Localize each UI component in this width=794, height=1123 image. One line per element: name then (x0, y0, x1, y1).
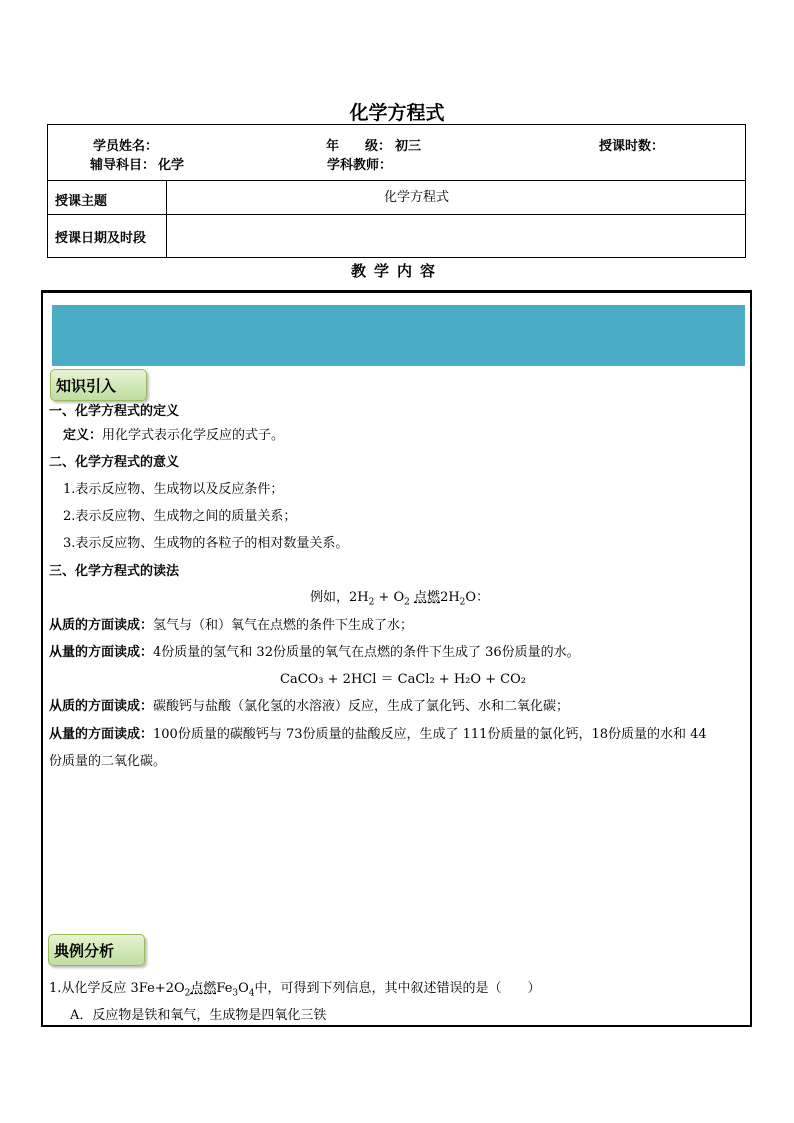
quantitative-reading-2 (49, 723, 707, 742)
quantitative-reading-2-cont: 份质量的二氧化碳。 (49, 754, 167, 769)
reading-text: 碳酸钙与盐酸（氯化氢的水溶液）反应，生成了氯化钙、水和二氧化碳； (153, 699, 570, 714)
question-condition: 点燃 (190, 981, 217, 996)
eq-product: 2H (440, 590, 460, 605)
reading-text: 氢气与（和）氧气在点燃的条件下生成了水； (153, 618, 414, 633)
topic-value: 化学方程式 (384, 190, 450, 205)
definition-text: 用化学式表示化学反应的式子。 (102, 428, 285, 443)
meaning-2: 2.表示反应物、生成物之间的质量关系； (63, 509, 297, 524)
column-divider (166, 181, 167, 258)
qualitative-reading-1 (49, 614, 413, 633)
reading-label: 从量的方面读成： (49, 727, 154, 742)
heading-reading: 三、化学方程式的读法 (49, 564, 180, 579)
hours-label: 授课时数： (599, 139, 665, 154)
example-equation: 例如，$2H_2 + O_2$ 点燃$2H_2O$： (310, 590, 490, 608)
definition-line (63, 424, 284, 443)
section-heading: 教学内容 (350, 262, 443, 280)
reading-label: 从质的方面读成： (49, 618, 154, 633)
document-title: 化学方程式 (349, 102, 445, 124)
definition-label: 定义： (63, 428, 103, 443)
reading-label: 从质的方面读成： (49, 699, 154, 714)
question-suffix: 中，可得到下列信息，其中叙述错误的是（ ） (254, 981, 541, 996)
reading-label: 从量的方面读成： (49, 645, 154, 660)
reading-text: 4份质量的氢气和 32份质量的氧气在点燃的条件下生成了 36份质量的水。 (153, 645, 580, 660)
eq-part-2: + O (374, 590, 405, 605)
question-product: Fe (216, 981, 233, 996)
color-banner (52, 305, 745, 366)
teacher-label: 学科教师： (327, 158, 393, 173)
eq-condition: 点燃 (414, 590, 441, 605)
eq-end: O： (465, 590, 490, 605)
heading-definition: 一、化学方程式的定义 (49, 404, 180, 419)
grade-value: 初三 (395, 139, 422, 154)
date-row (48, 215, 745, 258)
reading-text: 100份质量的碳酸钙与 73份质量的盐酸反应，生成了 111份质量的氯化钙，18份质量的水和 44 (153, 727, 707, 742)
equation-caco3: CaCO₃ + 2HCl ＝ CaCl₂ + H₂O + CO₂ (280, 672, 526, 687)
header-info-row (48, 125, 745, 181)
meaning-1: 1.表示反应物、生成物以及反应条件； (63, 482, 284, 497)
topic-row (48, 181, 745, 215)
eq-part-1: 例如，2H (310, 590, 369, 605)
subject-value: 化学 (158, 158, 185, 173)
subject-label: 辅导科目： (90, 158, 156, 173)
examples-tag: 典例分析 (48, 934, 145, 966)
question-1: 1.从化学反应 $3Fe+2O_2$点燃$Fe_3O_4$中，可得到下列信息，其中叙述错误的是（ ） (49, 981, 541, 999)
date-label: 授课日期及时段 (55, 231, 147, 246)
option-a: A．反应物是铁和氧气，生成物是四氧化三铁 (70, 1008, 327, 1023)
intro-tag: 知识引入 (50, 369, 147, 401)
header-table (47, 124, 746, 258)
meaning-3: 3.表示反应物、生成物的各粒子的相对数量关系。 (63, 536, 349, 551)
heading-meaning: 二、化学方程式的意义 (49, 455, 180, 470)
student-name-label: 学员姓名： (93, 139, 159, 154)
grade-label: 年 级： (326, 139, 392, 154)
topic-label: 授课主题 (55, 194, 108, 209)
quantitative-reading-1 (49, 641, 580, 660)
qualitative-reading-2 (49, 695, 569, 714)
question-prefix: 1.从化学反应 3Fe+2O (49, 981, 185, 996)
